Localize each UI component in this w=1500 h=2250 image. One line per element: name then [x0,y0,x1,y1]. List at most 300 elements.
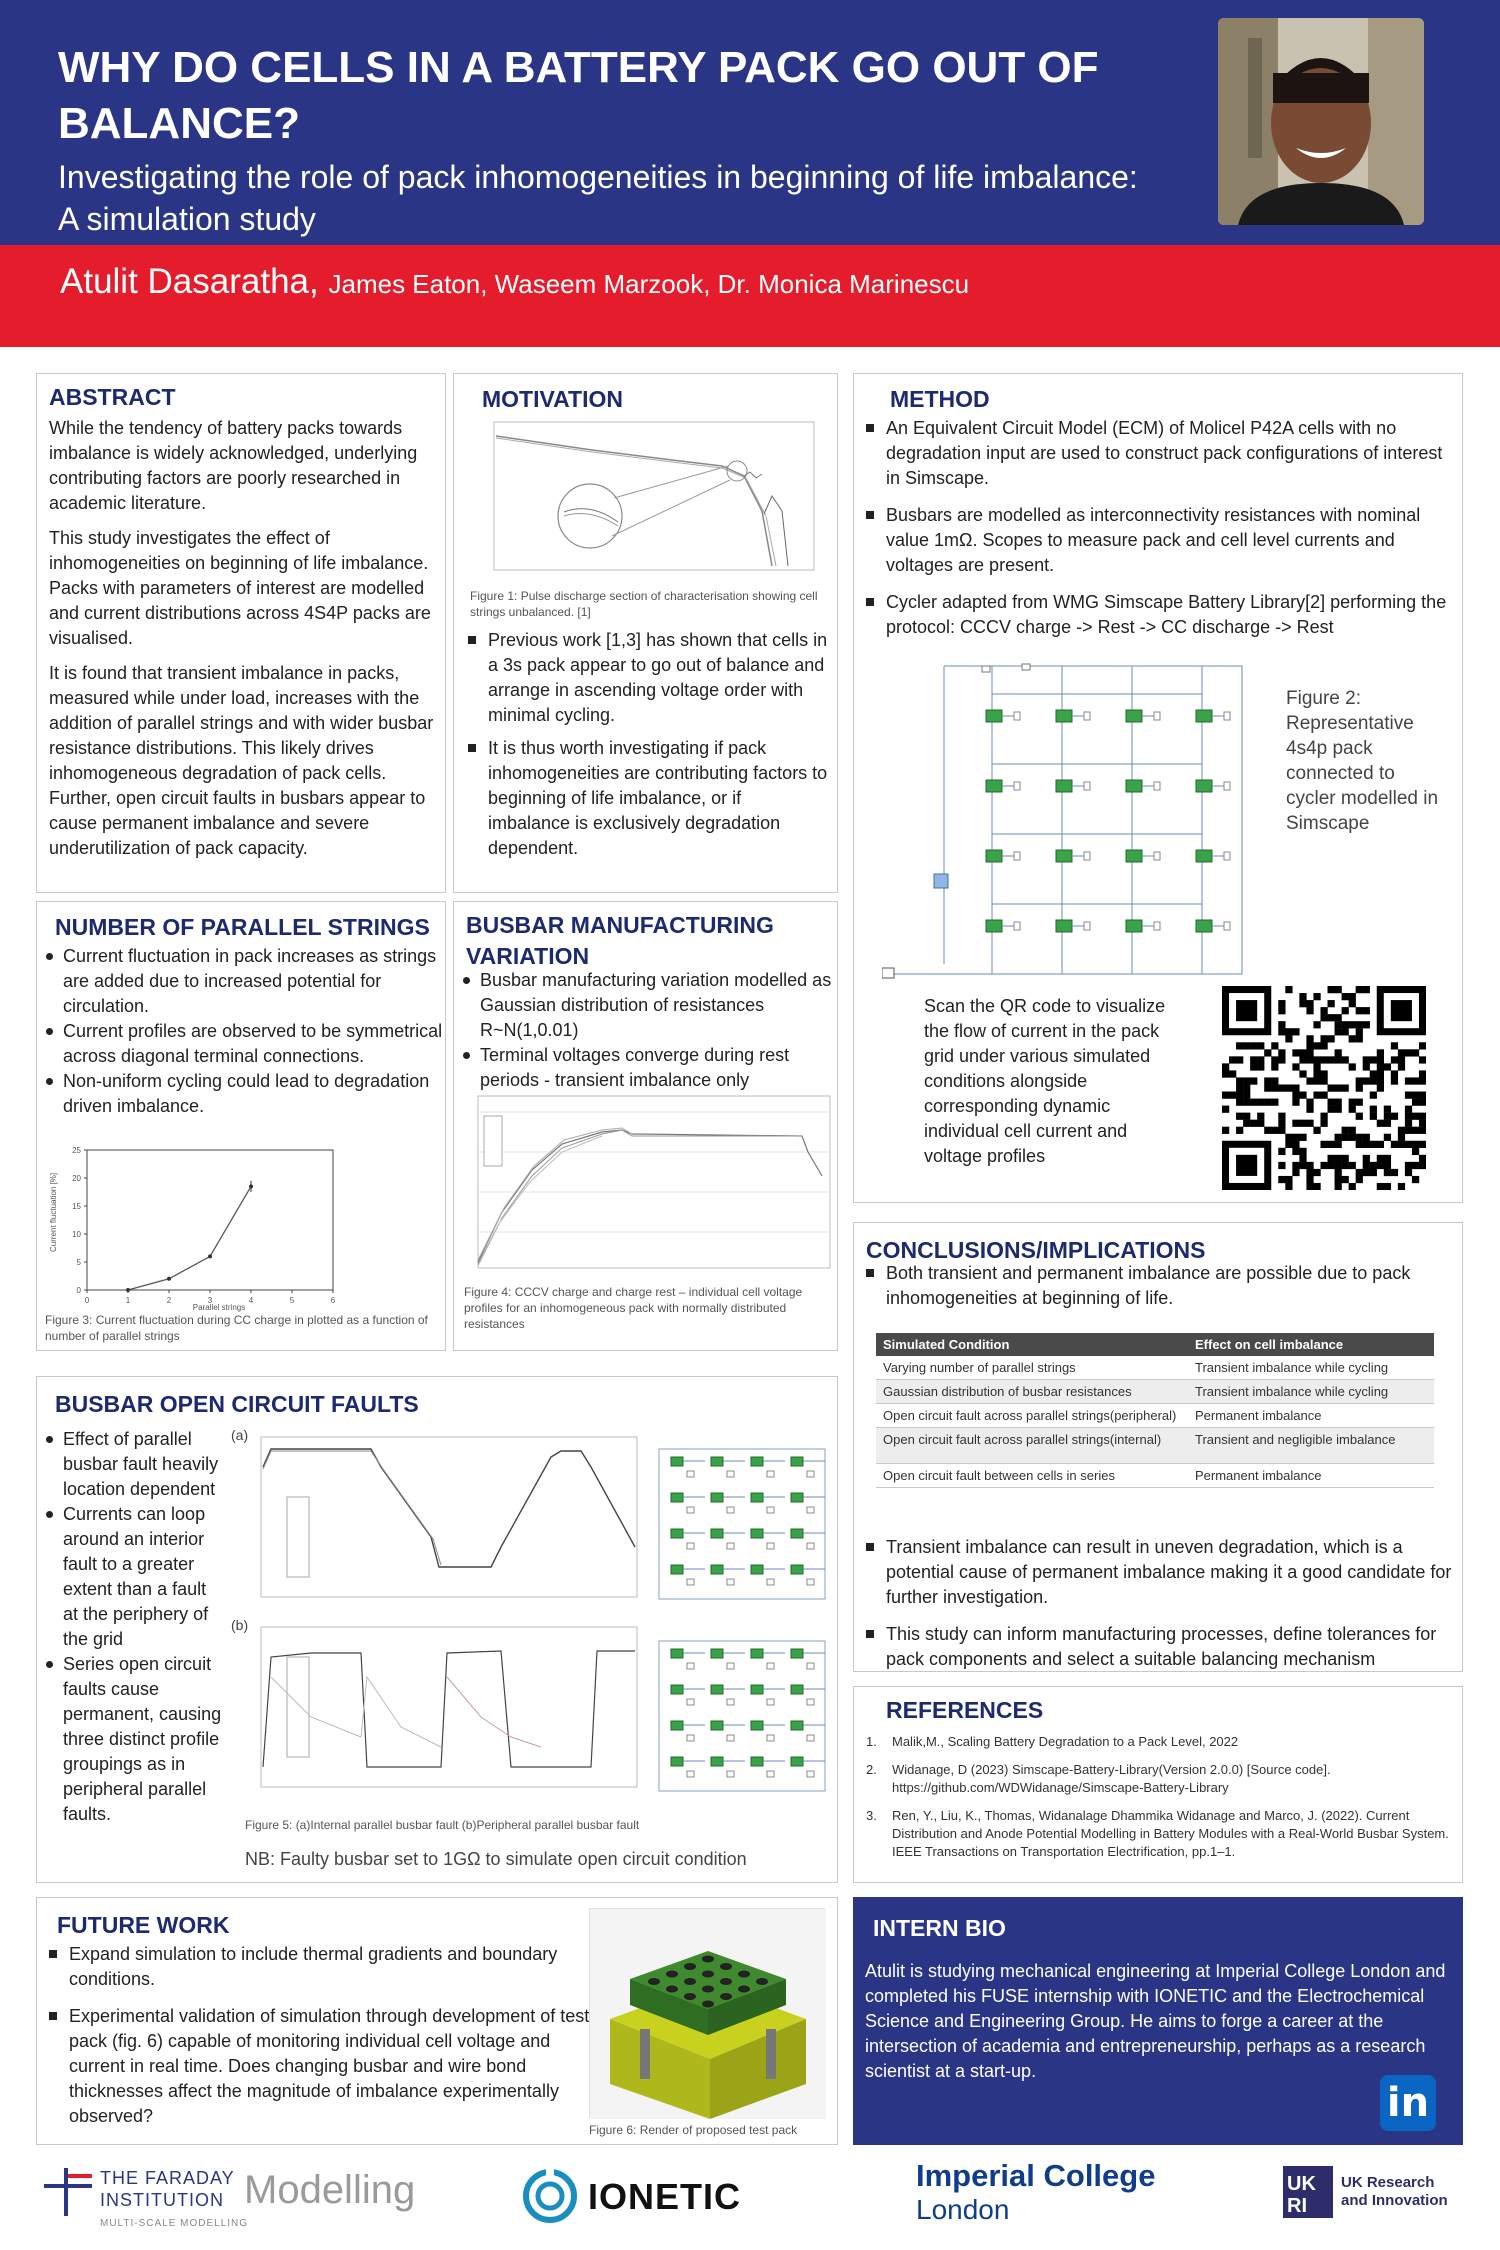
cell-scope [767,1543,774,1549]
qr-module [1313,1127,1320,1134]
cell-block [751,1565,763,1574]
qr-module [1405,1106,1412,1113]
qr-module [1313,1021,1320,1028]
table-cell: Open circuit fault across parallel strings(peripheral) [876,1404,1188,1428]
qr-module [1405,1113,1412,1120]
qr-module [1292,1084,1299,1091]
future-work-panel [36,1897,838,2145]
qr-module [1299,1120,1306,1127]
qr-module [1419,1099,1426,1106]
qr-module [1377,1049,1384,1056]
qr-module [1405,1120,1412,1127]
qr-module [1278,1127,1285,1134]
cell-scope [727,1771,734,1777]
cell-block [1056,780,1072,792]
qr-module [1306,1120,1313,1127]
qr-module [1412,1162,1419,1169]
qr-module [1363,1155,1370,1162]
cell-terminal [702,2001,714,2008]
qr-module [1306,1049,1313,1056]
cell-block [1126,780,1142,792]
qr-module [1370,1092,1377,1099]
cell-terminal [684,1963,696,1970]
list-item: Experimental validation of simulation through development of test pack (fig. 6) capable of monitoring individual cell voltage and current in real time. Does changing busbar and wire bond thicknesses affect the magnitude of imbalance experimentally observed? [47,2004,607,2129]
qr-module [1419,1155,1426,1162]
qr-module [1412,1049,1419,1056]
cell-scope [807,1579,814,1585]
qr-module [1278,1120,1285,1127]
qr-module [1419,1056,1426,1063]
ionetic-wordmark: IONETIC [588,2176,742,2217]
qr-module [1412,1092,1419,1099]
qr-finder-core [1236,1155,1257,1176]
x-tick-label: 2 [166,1296,172,1305]
table-cell: Transient imbalance while cycling [1188,1356,1434,1380]
list-item: Series open circuit faults cause permanent, causing three distinct profile groupings as in peripheral parallel faults. [43,1652,225,1827]
qr-module [1328,1155,1335,1162]
cell-block [711,1685,723,1694]
qr-module [1313,1070,1320,1077]
cell-terminal [756,1978,768,1985]
qr-module [1356,1134,1363,1141]
cell-block [671,1565,683,1574]
cell-block [791,1493,803,1502]
cell-block [1196,780,1212,792]
cell-terminal [684,1993,696,2000]
svg-text:RI: RI [1287,2195,1307,2217]
qr-module [1384,1120,1391,1127]
cell-scope [1224,922,1230,930]
qr-module [1356,1028,1363,1035]
qr-module [1306,1077,1313,1084]
table-cell: Transient imbalance while cycling [1188,1380,1434,1404]
qr-module [1384,1169,1391,1176]
x-tick-label: 6 [330,1296,336,1305]
cell-scope [1014,782,1020,790]
intern-bio-text: Atulit is studying mechanical engineering at Imperial College London and completed his FUSE internship with IONETIC and the Electrochemical Science and Engineering Group. He aims to forge a career at the intersection of academia and entrepreneurship, perhaps as a research scientist at a start-up. [865,1961,1446,2081]
qr-module [1285,1183,1292,1190]
x-tick-label: 5 [289,1296,295,1305]
qr-module [1299,1070,1306,1077]
qr-module [1271,1084,1278,1091]
abstract-title: ABSTRACT [49,384,176,410]
qr-module [1320,1077,1327,1084]
qr-module [1271,1056,1278,1063]
cell-block [1126,920,1142,932]
qr-module [1412,1113,1419,1120]
qr-module [1278,1056,1285,1063]
qr-module [1320,1014,1327,1021]
cell-scope [687,1663,694,1669]
qr-module [1328,1000,1335,1007]
qr-module [1342,1021,1349,1028]
cell-scope [727,1699,734,1705]
cell-block [751,1685,763,1694]
qr-module [1356,1007,1363,1014]
table-cell: Varying number of parallel strings [876,1356,1188,1380]
qr-module [1370,1141,1377,1148]
open-circuit-title: BUSBAR OPEN CIRCUIT FAULTS [55,1391,419,1417]
list-item: Busbars are modelled as interconnectivity resistances with nominal value 1mΩ. Scopes to measure pack and cell level currents and voltages are present. [864,503,1454,578]
figure-6-caption: Figure 6: Render of proposed test pack [589,2123,798,2137]
qr-module [1271,1099,1278,1106]
qr-module [1335,1084,1342,1091]
cell-scope [687,1471,694,1477]
table-cell: Permanent imbalance [1188,1404,1434,1428]
cell-terminal [702,1956,714,1963]
qr-module [1292,1141,1299,1148]
cell-scope [807,1471,814,1477]
reference-list [866,1733,1454,1861]
cell-scope [767,1699,774,1705]
qr-module [1320,1113,1327,1120]
qr-module [1236,1092,1243,1099]
cell-scope [1084,852,1090,860]
cell-scope [687,1699,694,1705]
cell-terminal [720,1963,732,1970]
cell-terminal [702,1986,714,1993]
cell-scope [807,1543,814,1549]
qr-module [1377,1070,1384,1077]
qr-module [1349,1134,1356,1141]
qr-module [1356,1099,1363,1106]
qr-module [1405,1162,1412,1169]
qr-module [1384,1106,1391,1113]
figure-5b-label: (b) [231,1617,249,1633]
qr-module [1349,1127,1356,1134]
list-item: 2. Widanage, D (2023) Simscape-Battery-Library(Version 2.0.0) [Source code]. https://github.com/WDWidanage/Simscape-Battery-Library [866,1762,1331,1795]
cell-block [671,1457,683,1466]
figure-2-circuit [882,654,1262,984]
future-work-title: FUTURE WORK [57,1912,230,1938]
cell-block [711,1457,723,1466]
conclusions-title: CONCLUSIONS/IMPLICATIONS [866,1237,1206,1263]
qr-module [1398,1183,1405,1190]
x-tick-label: 1 [125,1296,131,1305]
qr-module [1313,1063,1320,1070]
qr-module [1278,1176,1285,1183]
qr-module [1356,1169,1363,1176]
qr-module [1292,1120,1299,1127]
qr-module [1363,1077,1370,1084]
cell-scope [767,1579,774,1585]
figure-1-caption: Figure 1: Pulse discharge section of characterisation showing cell strings unbalanced. [1] [470,589,818,619]
qr-module [1363,1162,1370,1169]
table-header: Simulated Condition [876,1333,1188,1356]
faraday-name-line1: THE FARADAY [100,2168,235,2188]
parallel-strings-title: NUMBER OF PARALLEL STRINGS [55,914,430,940]
qr-module [1299,1000,1306,1007]
qr-module [1363,1134,1370,1141]
qr-module [1236,1042,1243,1049]
qr-module [1250,1099,1257,1106]
figure-1-plot [472,416,822,584]
qr-module [1342,1176,1349,1183]
qr-code[interactable] [1222,986,1426,1190]
conclusions-table [876,1333,1434,1488]
imperial-line2: London [916,2194,1010,2225]
qr-module [1313,1092,1320,1099]
data-point [126,1288,130,1292]
imperial-logo [916,2158,1156,2238]
qr-module [1335,1056,1342,1063]
list-item: Terminal voltages converge during rest periods - transient imbalance only [460,1043,832,1093]
qr-module [1243,1042,1250,1049]
qr-module [1377,1183,1384,1190]
ionetic-logo [522,2168,752,2228]
figure-5b-grid [657,1639,827,1799]
qr-module [1328,1141,1335,1148]
ukri-line2: and Innovation [1341,2192,1448,2209]
list-item: Non-uniform cycling could lead to degradation driven imbalance. [43,1069,443,1119]
imperial-line1: Imperial College [916,2158,1156,2193]
figure-5a-plot [251,1427,641,1607]
table-row [876,1428,1434,1464]
qr-module [1412,1141,1419,1148]
qr-module [1405,1077,1412,1084]
qr-module [1335,1049,1342,1056]
cell-block [671,1757,683,1766]
qr-module [1236,1084,1243,1091]
qr-module [1250,1077,1257,1084]
cell-scope [727,1579,734,1585]
qr-module [1236,1127,1243,1134]
table-row [876,1404,1434,1428]
references-title: REFERENCES [886,1697,1044,1723]
faraday-logo [44,2162,464,2242]
open-circuit-bullets [43,1427,225,1827]
qr-module [1299,1155,1306,1162]
qr-module [1306,1176,1313,1183]
parallel-strings-panel [36,901,446,1351]
qr-module [1278,1049,1285,1056]
qr-module [1285,1176,1292,1183]
qr-module [1285,1084,1292,1091]
cell-scope [727,1507,734,1513]
cell-block [791,1721,803,1730]
qr-module [1384,1162,1391,1169]
qr-module [1398,1063,1405,1070]
cell-scope [767,1771,774,1777]
qr-module [1328,1106,1335,1113]
y-tick-label: 15 [72,1202,81,1211]
cell-block [1196,920,1212,932]
qr-module [1236,1077,1243,1084]
qr-module [1328,1099,1335,1106]
qr-module [1306,1162,1313,1169]
qr-module [1391,1056,1398,1063]
qr-module [1363,1141,1370,1148]
qr-module [1236,1113,1243,1120]
qr-module [1342,1007,1349,1014]
cell-block [1196,710,1212,722]
qr-module [1285,1035,1292,1042]
qr-module [1356,1141,1363,1148]
qr-module [1335,1176,1342,1183]
qr-module [1313,1169,1320,1176]
cell-block [711,1493,723,1502]
qr-module [1257,1099,1264,1106]
qr-module [1391,1077,1398,1084]
cell-scope [727,1543,734,1549]
qr-module [1370,1169,1377,1176]
cell-scope [807,1699,814,1705]
qr-module [1328,1035,1335,1042]
abstract-body [49,416,439,871]
qr-module [1264,1099,1271,1106]
qr-module [1306,1099,1313,1106]
qr-module [1299,993,1306,1000]
table-cell: Permanent imbalance [1188,1464,1434,1488]
abstract-paragraph: While the tendency of battery packs towards imbalance is widely acknowledged, underlying contributing factors are poorly researched in academic literature. [49,418,418,513]
list-item: Currents can loop around an interior fault to a greater extent than a fault at the periphery of the grid [43,1502,225,1652]
grid-frame [659,1641,825,1791]
cell-terminal [720,1993,732,2000]
qr-module [1342,1155,1349,1162]
qr-module [1257,1113,1264,1120]
qr-module [1278,1084,1285,1091]
linkedin-icon[interactable]: in [1380,2075,1436,2131]
qr-module [1306,1035,1313,1042]
cell-block [671,1529,683,1538]
conclusions-table-wrap [876,1333,1434,1488]
qr-module [1370,1056,1377,1063]
qr-module [1335,1021,1342,1028]
cell-terminal [666,1971,678,1978]
cell-block [986,710,1002,722]
qr-module [1292,1162,1299,1169]
qr-module [1328,1056,1335,1063]
abstract-paragraph: It is found that transient imbalance in packs, measured while under load, increases with the addition of parallel strings and with wider busbar resistance distributions. This likely drives inhomogeneous degradation of pack cells. Further, open circuit faults in busbars appear to cause permanent imbalance and severe underutilization of pack capacity. [49,663,434,858]
qr-module [1384,1063,1391,1070]
cell-block [751,1493,763,1502]
data-point [208,1254,212,1258]
qr-module [1349,1000,1356,1007]
table-row [876,1380,1434,1404]
cell-block [986,920,1002,932]
cell-terminal [648,1978,660,1985]
list-item: Transient imbalance can result in uneven degradation, which is a potential cause of permanent imbalance making it a good candidate for further investigation. [864,1535,1454,1610]
qr-module [1257,1056,1264,1063]
qr-module [1306,1169,1313,1176]
qr-module [1363,1021,1370,1028]
qr-module [1335,1134,1342,1141]
cell-scope [807,1663,814,1669]
qr-module [1299,1092,1306,1099]
qr-module [1370,1077,1377,1084]
qr-module [1419,1092,1426,1099]
cell-block [751,1457,763,1466]
author-photo [1218,18,1424,225]
qr-module [1342,1127,1349,1134]
motivation-panel [453,373,838,893]
qr-module [1229,1070,1236,1077]
motivation-bullets [466,628,828,869]
table-header: Effect on cell imbalance [1188,1333,1434,1356]
cell-scope [727,1471,734,1477]
cell-scope [1224,852,1230,860]
data-point [167,1277,171,1281]
cell-block [1056,920,1072,932]
qr-module [1264,1077,1271,1084]
cell-block [1056,850,1072,862]
cell-block [791,1757,803,1766]
poster-subtitle: Investigating the role of pack inhomogeneities in beginning of life imbalance: A simulation study [58,159,1138,237]
qr-module [1342,1162,1349,1169]
qr-module [1370,1113,1377,1120]
qr-module [1335,1169,1342,1176]
qr-module [1285,986,1292,993]
qr-module [1405,1049,1412,1056]
cell-terminal [738,1986,750,1993]
qr-module [1342,1134,1349,1141]
figure-6-render [589,1908,825,2118]
qr-module [1292,1148,1299,1155]
lead-author: Atulit Dasaratha, [60,262,319,301]
qr-module [1398,1127,1405,1134]
cell-block [711,1757,723,1766]
qr-module [1292,1169,1299,1176]
busbar-variation-panel [453,901,838,1351]
qr-module [1306,1007,1313,1014]
cell-block [671,1649,683,1658]
list-item: Both transient and permanent imbalance are possible due to pack inhomogeneities at beginning of life. [864,1261,1454,1311]
list-item: It is thus worth investigating if pack inhomogeneities are contributing factors to beginning of life imbalance, or if imbalance is exclusively degradation dependent. [466,736,828,861]
qr-module [1419,1042,1426,1049]
qr-module [1313,1077,1320,1084]
qr-module [1349,1183,1356,1190]
list-item: Effect of parallel busbar fault heavily location dependent [43,1427,225,1502]
figure-5-caption: Figure 5: (a)Internal parallel busbar fault (b)Peripheral parallel busbar fault [245,1818,640,1832]
qr-module [1278,1028,1285,1035]
table-cell: Transient and negligible imbalance [1188,1428,1434,1464]
cell-block [1056,710,1072,722]
cell-scope [727,1663,734,1669]
cell-scope [687,1543,694,1549]
qr-module [1391,1070,1398,1077]
qr-module [1419,1070,1426,1077]
qr-module [1412,1077,1419,1084]
qr-module [1412,1127,1419,1134]
qr-module [1363,986,1370,993]
qr-module [1377,1063,1384,1070]
qr-module [1320,1092,1327,1099]
qr-module [1349,993,1356,1000]
cell-scope [1154,922,1160,930]
qr-module [1320,1070,1327,1077]
future-work-bullets [47,1942,607,2137]
qr-module [1335,1099,1342,1106]
cell-block [671,1685,683,1694]
qr-module [1377,1077,1384,1084]
cell-block [751,1757,763,1766]
list-item: 1. Malik,M., Scaling Battery Degradation to a Pack Level, 2022 [866,1734,1239,1749]
cell-scope [1014,852,1020,860]
fault-note: NB: Faulty busbar set to 1GΩ to simulate open circuit condition [245,1849,747,1869]
cell-scope [1224,782,1230,790]
qr-module [1419,1162,1426,1169]
qr-module [1356,1176,1363,1183]
qr-module [1384,1183,1391,1190]
qr-module [1342,1028,1349,1035]
qr-module [1271,1042,1278,1049]
cell-block [1126,850,1142,862]
qr-module [1356,1035,1363,1042]
y-tick-label: 25 [72,1146,81,1155]
list-item: This study can inform manufacturing processes, define tolerances for pack components and select a suitable balancing mechanism [864,1622,1454,1672]
cell-scope [807,1507,814,1513]
qr-module [1412,1099,1419,1106]
